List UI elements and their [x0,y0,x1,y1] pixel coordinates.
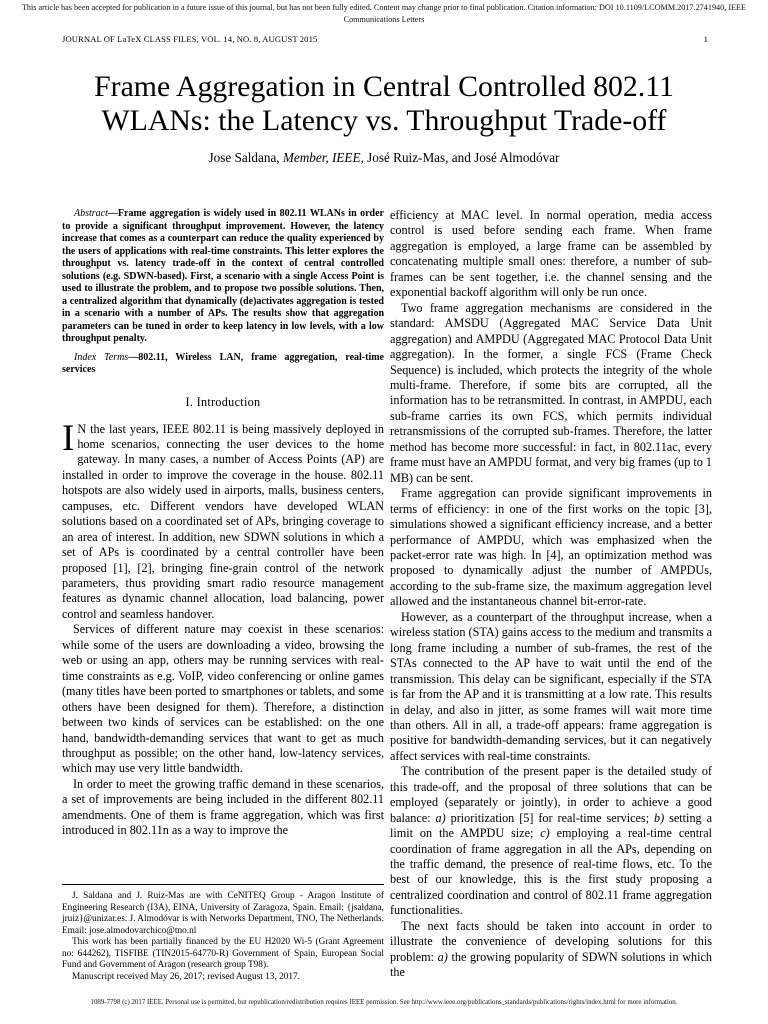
list-marker-a: a) [437,949,448,964]
text-run: the growing popularity of SDWN solutions in which the [390,949,712,980]
introduction-text [62,417,384,839]
publication-notice-line1: This article has been accepted for publication in a future issue of this journal, but has not been fully edited. Content may change prior to final publication. Citation information: DOI 10.1109/LCOMM.2017.2741940, IEEE [21,3,747,12]
index-terms-text: —802.11, Wireless LAN, frame aggregation, real-time services [62,351,384,375]
author-names-rest: José Ruiz-Mas, and José Almodóvar [363,150,560,165]
text-run: prioritization [5] for real-time services; [445,810,655,825]
intro-paragraph-1-text: N the last years, IEEE 802.11 is being massively deployed in home scenarios, connecting the user devices to the home gateway. In many cases, a number of Access Points (AP) are installed in order to improve the coverage in the house. 802.11 hotspots are also widely used in airports, malls, business centers, campuses, etc. Different vendors have developed WLAN solutions based on a coordinated set of APs, bringing coverage to an area of interest. In addition, new SDWN solutions in which a set of APs is coordinated by a central controller have been proposed [1], [2], bringing fine-grain control of the network parameters, thus providing smart radio resource management features as dynamic channel allocation, load balancing, power control and seamless handover. [62,421,384,621]
right-paragraph-1: efficiency at MAC level. In normal operation, media access control is used before sending each frame. When frame aggregation is employed, a large frame can be assembled by concatenating multiple small ones: therefore, a number of sub-frames can be sent together, i.e. the channel sensing and the exponential backoff algorithm will only be run once. [390,208,712,300]
footnote-affiliations: J. Saldana and J. Ruiz-Mas are with CeNITEQ Group - Aragon Institute of Engineering Research (I3A), EINA, University of Zaragoza, Spain. Email: {jsaldana, jruiz}@unizar.es. J. Almodóvar is with Networks Department, TNO, The Netherlands. Email: jose.almodovarchico@tno.nl [62,891,384,936]
publication-notice-line2: Communications Letters [343,15,425,24]
right-paragraph-3: Frame aggregation can provide significant improvements in terms of efficiency: in one of the first works on the topic [3], simulations showed a significant efficiency increase, and a better performance of AMPDU, which was emphasized when the packet-error rate was high. In [4], an optimization method was proposed to dynamically adjust the number of AMPDUs, according to the sub-frame size, the maximum aggregation level allowed and the instantaneous channel bit-error-rate. [390,486,712,609]
footnote-manuscript-dates: Manuscript received May 26, 2017; revised August 13, 2017. [72,971,300,982]
abstract-text: —Frame aggregation is widely used in 802.11 WLANs in order to provide a significant throughput improvement. However, the latency increase that comes as a counterpart can reduce the quality experienced by the users of applications with real-time constraints. This letter explores the throughput vs. latency trade-off in the context of central controlled solutions (e.g. SDWN-based). First, a scenario with a single Access Point is used to illustrate the problem, and to propose two possible solutions. Then, a centralized algorithm that dynamically (de)activates aggregation is tested in a scenario with a number of APs. The results show that aggregation parameters can be tuned in order to keep latency in low levels, with a low throughput penalty. [62,208,384,344]
list-marker-b: b) [654,810,665,825]
right-paragraph-2: Two frame aggregation mechanisms are considered in the standard: AMSDU (Aggregated MAC Service Data Unit aggregation) and AMPDU (Aggregated MAC Protocol Data Unit aggregation). In the former, a single FCS (Frame Check Sequence) is included, which protects the integrity of the whole multi-frame. Therefore, if some bits are corrupted, all the information has to be retransmitted. In contrast, in AMPDU, each sub-frame carries its own FCS, which permits individual retransmissions of the corrupted sub-frames. Therefore, the latter method has become more successful: in fact, in 802.11ac, every frame must have an AMPDU format, and very big frames (up to 1 MB) can be sent. [390,300,712,485]
copyright-notice: 1089-7798 (c) 2017 IEEE. Personal use is permitted, but republication/redistribution requires IEEE permission. See http://www.ieee.org/publications_standards/publications/rights/index.html for more information. [90,999,678,1006]
right-paragraph-4: However, as a counterpart of the throughput increase, when a wireless station (STA) gains access to the medium and transmits a long frame including a number of sub-frames, the rest of the STAs connected to the AP have to wait until the end of the transmission. This delay can be significant, especially if the STA is far from the AP and it is transmitting at a low rate. This results in delay, and also in jitter, as some frames will wait more time than others. All in all, a trade-off appears: frame aggregation is positive for bandwidth-demanding services, but it can negatively affect services with real-time constraints. [390,609,712,763]
footnotes [62,884,384,983]
abstract [62,208,384,346]
paper-title-line2: WLANs: the Latency vs. Throughput Trade-off [101,104,667,137]
author-list [40,150,728,166]
page-number: 1 [703,34,708,44]
list-marker-a: a) [435,810,446,825]
footnote-funding: This work has been partially financed by the EU H2020 Wi-5 (Grant Agreement no: 644262), TISFIBE (TIN2015-64770-R) Government of Spain, European Social Fund and Government of Aragon (research group T98). [62,937,384,971]
left-column [62,208,384,839]
right-paragraph-6 [390,919,712,981]
list-marker-c: c) [540,826,550,841]
running-head [62,34,708,44]
right-column [390,208,712,981]
intro-paragraph-3: In order to meet the growing traffic demand in these scenarios, a set of improvements are being included in the different 802.11 amendments. One of them is frame aggregation, which was first introduced in 802.11n as a way to improve the [62,776,384,838]
author-affiliation: Member, IEEE, [282,150,364,165]
text-run: The contribution of the present paper is the detailed study of this trade-off, and the proposal of three solutions that can be employed (separately or jointly), in order to achieve a good balance: [390,764,712,825]
paper-title [40,70,728,138]
intro-paragraph-1 [62,417,384,623]
drop-cap: I [62,417,75,459]
intro-paragraph-2: Services of different nature may coexist in these scenarios: while some of the users are downloading a video, browsing the web or using an app, others may be running services with real-time constraints as e.g. VoIP, video conferencing or online games (many titles have been ported to smartphones or tablets, and some others have been designed for them). Therefore, a distinction between two kinds of services can be established: on the one hand, bandwidth-demanding services that want to get as much throughput as possible; on the other hand, low-latency services, which may use very little bandwidth. [62,622,384,776]
text-run: setting a limit on the AMPDU size; [390,810,712,841]
abstract-lead: Abstract [74,208,108,219]
publication-notice [0,2,768,26]
right-paragraph-5 [390,764,712,919]
section-heading: I. Introduction [185,394,261,409]
text-run: employing a real-time central coordination of frame aggregation in all the APs, depending on the traffic demand, the presence of real-time flows, etc. To the best of our knowledge, this is the first study proposing a centralized coordination and control of 802.11 frame aggregation functionalities. [390,826,712,918]
text-run: The next facts should be taken into account in order to illustrate the convenience of developing solutions for this problem: [390,918,712,964]
author-name-1: Jose Saldana, [208,150,283,165]
index-terms [62,352,384,377]
index-terms-lead: Index Terms [74,351,129,363]
journal-info: JOURNAL OF LaTeX CLASS FILES, VOL. 14, NO. 8, AUGUST 2015 [62,34,318,44]
paper-title-line1: Frame Aggregation in Central Controlled 802.11 [94,70,674,103]
